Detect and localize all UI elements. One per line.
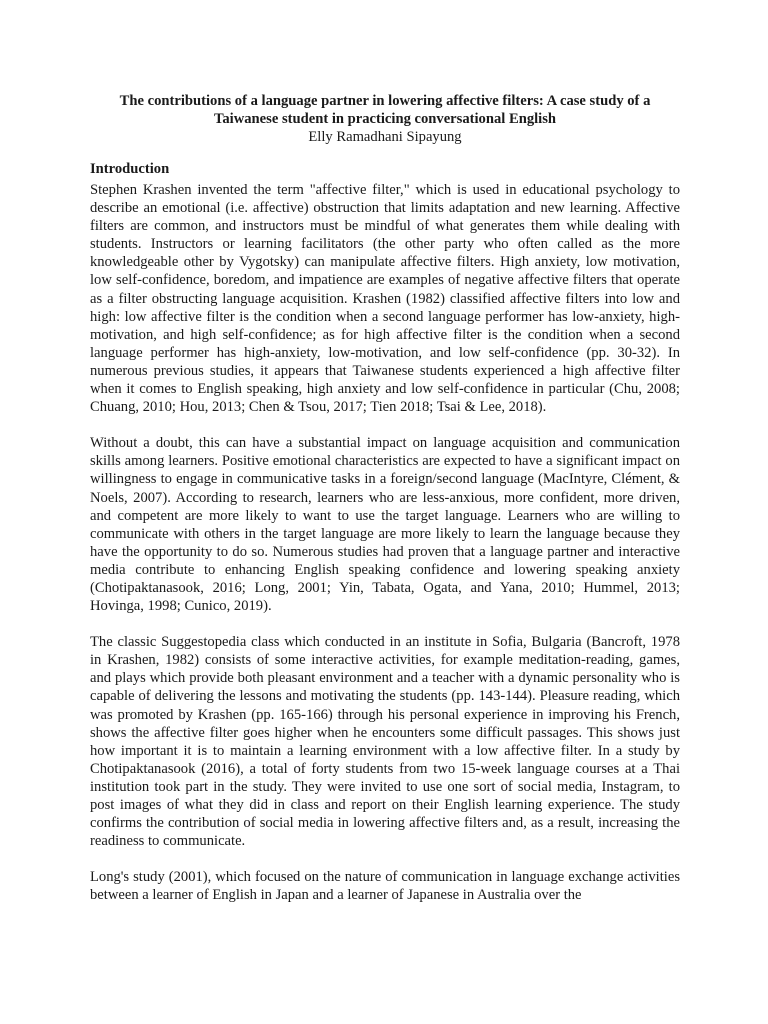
- body-paragraph-3: The classic Suggestopedia class which conducted in an institute in Sofia, Bulgaria (Bancroft, 1978 in Krashen, 1982) consists of some interactive activities, for example meditation-reading, games, and plays which provide both pleasant environment and a teacher with a dynamic personality who is capable of delivering the lessons and motivating the students (pp. 143-144). Pleasure reading, which was promoted by Krashen (pp. 165-166) through his personal experience in improving his French, shows the affective filter goes higher when he encounters some difficult passages. This shows just how important it is to maintain a learning environment with a low affective filter. In a study by Chotipaktanasook (2016), a total of forty students from two 15-week language courses at a Thai institution took part in the study. They were invited to use one sort of social media, Instagram, to post images of what they did in class and report on their English learning experience. The study confirms the contribution of social media in lowering affective filters and, as a result, increasing the readiness to communicate.: [90, 634, 680, 850]
- author-name: Elly Ramadhani Sipayung: [308, 129, 462, 145]
- document-title: The contributions of a language partner in lowering affective filters: A case study of a Taiwanese student in practicing conversational English: [119, 93, 651, 127]
- body-paragraph-4: Long's study (2001), which focused on the nature of communication in language exchange activities between a learner of English in Japan and a learner of Japanese in Australia over the: [90, 869, 680, 904]
- body-paragraph-2: Without a doubt, this can have a substantial impact on language acquisition and communication skills among learners. Positive emotional characteristics are expected to have a significant impact on willingness to engage in communicative tasks in a foreign/second language (MacIntyre, Clément, & Noels, 2007). According to research, learners who are less-anxious, more confident, more driven, and competent are more likely to want to use the target language. Learners who are willing to communicate with others in the target language are more likely to learn the language because they have the opportunity to do so. Numerous studies had proven that a language partner and interactive media contribute to enhancing English speaking confidence and lowering speaking anxiety (Chotipaktanasook, 2016; Long, 2001; Yin, Tabata, Ogata, and Yana, 2010; Hummel, 2013; Hovinga, 1998; Cunico, 2019).: [90, 435, 680, 615]
- document-page: [90, 92, 680, 922]
- section-heading-introduction: Introduction: [90, 161, 170, 177]
- body-paragraph-1: Stephen Krashen invented the term "affective filter," which is used in educational psychology to describe an emotional (i.e. affective) obstruction that limits adaptation and new learning. Affective filters are common, and instructors must be mindful of what generates them while dealing with students. Instructors or learning facilitators (the other party who often called as the more knowledgeable other by Vygotsky) can manipulate affective filters. High anxiety, low motivation, low self-confidence, boredom, and impatience are examples of negative affective filters that operate as a filter obstructing language acquisition. Krashen (1982) classified affective filters into low and high: low affective filter is the condition when a second language performer has low-anxiety, high-motivation, and high self-confidence; as for high affective filter is the condition when a second language performer has high-anxiety, low-motivation, and low self-confidence (pp. 30-32). In numerous previous studies, it appears that Taiwanese students experienced a high affective filter when it comes to English speaking, high anxiety and low self-confidence in particular (Chu, 2008; Chuang, 2010; Hou, 2013; Chen & Tsou, 2017; Tien 2018; Tsai & Lee, 2018).: [90, 182, 680, 416]
